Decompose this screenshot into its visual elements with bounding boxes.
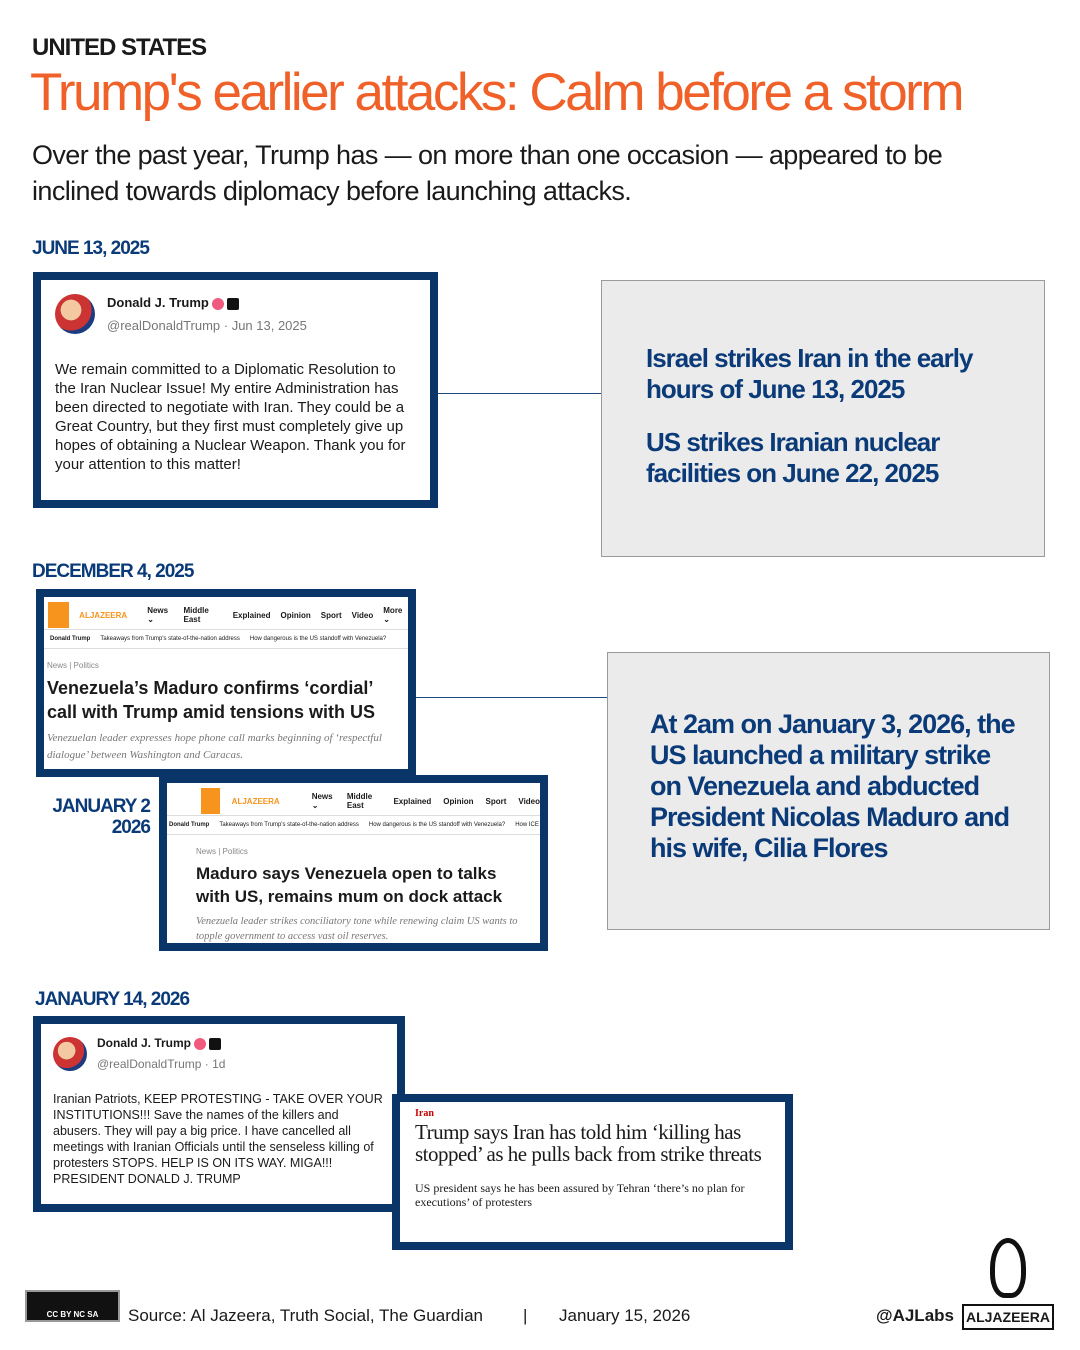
- nav-item: Opinion: [280, 610, 311, 620]
- truth-post-1: [33, 272, 438, 508]
- aljazeera-logo-icon: [201, 788, 220, 814]
- post-handle: @realDonaldTrump · 1d: [97, 1057, 226, 1071]
- kicker: UNITED STATES: [32, 34, 207, 61]
- separator: |: [523, 1306, 528, 1325]
- article-screenshot-1: [36, 589, 416, 777]
- nav-item: Sport: [320, 610, 342, 620]
- article-tag: Iran: [415, 1108, 434, 1119]
- avatar: [53, 1037, 87, 1071]
- nav-item: News ⌄: [311, 792, 333, 810]
- plus-icon: [209, 1038, 221, 1050]
- crumb: Takeaways from Trump's state-of-the-nation address: [219, 822, 359, 828]
- nav-item: Video: [518, 796, 541, 806]
- nav-item: Sport: [485, 796, 507, 806]
- publish-date: January 15, 2026: [559, 1306, 691, 1325]
- truth-post-2: [33, 1016, 405, 1212]
- outcome-text: At 2am on January 3, 2026, the US launched a military strike on Venezuela and abducted President Nicolas Maduro and his wife, Cilia Flores: [650, 709, 1015, 863]
- license-text: CC BY NC SA: [46, 1310, 99, 1319]
- article-meta: News | Politics: [196, 847, 248, 856]
- crumb: How dangerous is the US standoff with Venezuela?: [368, 822, 506, 828]
- brand: ALJAZEERA: [79, 610, 128, 620]
- date-june-13: JUNE 13, 2025: [32, 238, 149, 259]
- nav-item: Video: [351, 610, 374, 620]
- page-title: Trump's earlier attacks: Calm before a storm: [30, 63, 962, 122]
- crumb: Donald Trump: [50, 636, 91, 642]
- subtitle: Over the past year, Trump has — on more than one occasion — appeared to be inclined towards diplomacy before launching attacks.: [32, 140, 943, 206]
- aljazeera-logo-icon: [48, 602, 69, 628]
- nav-item: Explained: [232, 610, 271, 620]
- post-text: Iranian Patriots, KEEP PROTESTING - TAKE OVER YOUR INSTITUTIONS!!! Save the names of the killers and abusers. They will pay a big price. I have cancelled all meetings with Iranian Officials until the senseless killing of protesters STOPS. HELP IS ON ITS WAY. MIGA!!! PRESIDENT DONALD J. TRUMP: [53, 1092, 383, 1186]
- connector-line: [438, 393, 601, 394]
- post-author: Donald J. Trump: [107, 295, 209, 310]
- crumb: Donald Trump: [169, 822, 210, 828]
- article-headline: Venezuela’s Maduro confirms ‘cordial’ call with Trump amid tensions with US: [47, 678, 376, 722]
- article-dek: Venezuela leader strikes conciliatory tone while renewing claim US wants to topple government to access vast oil reserves.: [196, 916, 518, 942]
- plus-icon: [227, 298, 239, 310]
- verified-icon: [194, 1038, 206, 1050]
- date-january-14: JANAURY 14, 2026: [35, 989, 190, 1010]
- crumb: Takeaways from Trump's state-of-the-nation address: [100, 636, 240, 642]
- date-december-4: DECEMBER 4, 2025: [32, 561, 194, 582]
- nav-item: Opinion: [443, 796, 474, 806]
- post-author: Donald J. Trump: [97, 1036, 192, 1050]
- outcome-text: US strikes Iranian nuclear facilities on June 22, 2025: [646, 427, 940, 488]
- aljazeera-wordmark: ALJAZEERA: [962, 1304, 1054, 1330]
- date-line: JANUARY 2: [52, 796, 150, 817]
- nav-item: Explained: [393, 796, 432, 806]
- aljazeera-emblem-icon: [990, 1238, 1026, 1298]
- date-january-2: [40, 796, 150, 838]
- article-headline: Trump says Iran has told him ‘killing has stopped’ as he pulls back from strike threats: [415, 1120, 762, 1166]
- cc-license-icon: [25, 1290, 120, 1322]
- nav-item: Middle East: [183, 606, 209, 624]
- nav-item: More ⌄: [383, 606, 403, 624]
- brand: ALJAZEERA: [231, 796, 280, 806]
- source-text: Source: Al Jazeera, Truth Social, The Guardian: [128, 1306, 483, 1325]
- article-headline: Maduro says Venezuela open to talks with US, remains mum on dock attack: [196, 864, 503, 906]
- guardian-article: [392, 1094, 793, 1250]
- avatar: [55, 294, 95, 334]
- outcome-box-2: [607, 652, 1050, 930]
- outcome-text: Israel strikes Iran in the early hours of June 13, 2025: [646, 343, 973, 404]
- crumb: How dangerous is the US standoff with Venezuela?: [249, 636, 387, 642]
- post-text: We remain committed to a Diplomatic Resolution to the Iran Nuclear Issue! My entire Administration has been directed to negotiate with Iran. They could be a Great Country, but they first must completely give up hopes of obtaining a Nuclear Weapon. Thank you for your attention to this matter!: [55, 361, 406, 473]
- article-meta: News | Politics: [47, 661, 99, 670]
- article-standfirst: US president says he has been assured by Tehran ‘there’s no plan for executions’ of protesters: [415, 1181, 745, 1209]
- nav-item: News ⌄: [147, 606, 169, 624]
- article-dek: Venezuelan leader expresses hope phone call marks beginning of ‘respectful dialogue’ between Washington and Caracas.: [47, 732, 382, 761]
- date-line: 2026: [111, 817, 150, 838]
- connector-line: [416, 697, 607, 698]
- post-handle: @realDonaldTrump · Jun 13, 2025: [107, 318, 307, 333]
- crumb: How ICE: [515, 822, 539, 828]
- nav-item: Middle East: [346, 792, 373, 810]
- outcome-box-1: [601, 280, 1045, 557]
- verified-icon: [212, 298, 224, 310]
- article-screenshot-2: [159, 775, 548, 951]
- ajlabs-handle: @AJLabs: [876, 1306, 954, 1325]
